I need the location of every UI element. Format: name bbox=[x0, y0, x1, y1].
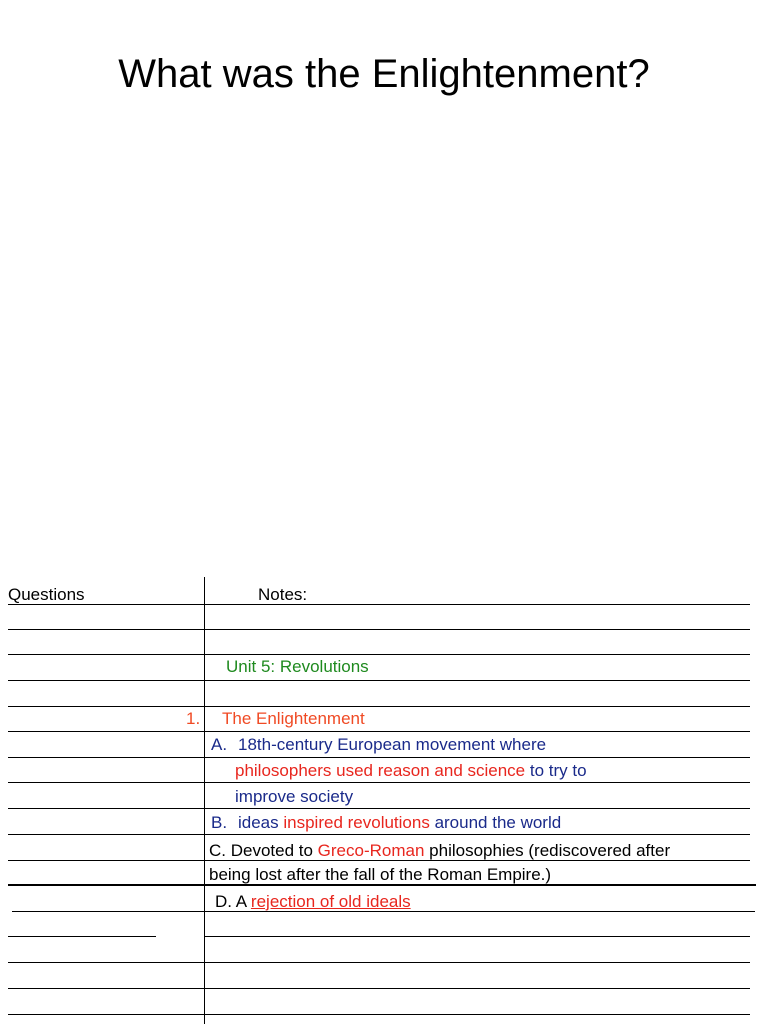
point-b-line bbox=[238, 812, 561, 834]
question-line bbox=[8, 680, 204, 681]
notes-line bbox=[205, 936, 750, 937]
notes-line bbox=[205, 706, 750, 707]
page-title: What was the Enlightenment? bbox=[118, 52, 650, 96]
question-line bbox=[8, 757, 204, 758]
point-a-line-2 bbox=[235, 760, 587, 782]
point-b-label: B. bbox=[211, 813, 228, 832]
notes-line bbox=[205, 654, 750, 655]
question-line bbox=[8, 629, 204, 630]
notes-line bbox=[205, 757, 750, 758]
point-a-line-3: improve society bbox=[235, 787, 354, 806]
notes-line bbox=[205, 808, 750, 809]
point-a-label: A. bbox=[211, 735, 228, 754]
point-c-text: philosophies (rediscovered after bbox=[424, 841, 671, 860]
question-line bbox=[8, 706, 204, 707]
question-line bbox=[8, 654, 204, 655]
notes-header: Notes: bbox=[258, 585, 308, 604]
section-heading: The Enlightenment bbox=[222, 709, 365, 728]
notes-line bbox=[205, 731, 750, 732]
notes-line bbox=[205, 680, 750, 681]
point-a-highlight: philosophers used reason and science bbox=[235, 761, 526, 780]
point-c-line-1 bbox=[209, 840, 670, 862]
question-line bbox=[8, 782, 204, 783]
question-line bbox=[8, 860, 204, 861]
notes-line bbox=[205, 834, 750, 835]
point-c-text: C. Devoted to bbox=[209, 841, 318, 860]
question-line bbox=[8, 731, 204, 732]
notes-line bbox=[205, 988, 750, 989]
question-line bbox=[8, 988, 204, 989]
point-d-highlight: rejection of old ideals bbox=[250, 892, 411, 911]
notes-line bbox=[205, 1014, 750, 1015]
column-divider bbox=[204, 577, 205, 1024]
question-line bbox=[12, 911, 204, 912]
question-line bbox=[8, 808, 204, 809]
point-a-text: to try to bbox=[525, 761, 587, 780]
question-line bbox=[8, 834, 204, 835]
point-d-text: D. A bbox=[215, 892, 251, 911]
unit-heading: Unit 5: Revolutions bbox=[226, 657, 369, 676]
notes-line bbox=[205, 962, 750, 963]
point-b-highlight: inspired revolutions bbox=[283, 813, 430, 832]
questions-header: Questions bbox=[8, 585, 85, 604]
point-d-line bbox=[215, 891, 411, 913]
point-b-text: around the world bbox=[429, 813, 562, 832]
section-number: 1. bbox=[186, 709, 201, 728]
notes-line bbox=[205, 629, 750, 630]
point-a-text: 18th-century European movement where bbox=[238, 735, 547, 754]
point-b-text: ideas bbox=[238, 813, 284, 832]
question-line bbox=[8, 962, 204, 963]
question-line bbox=[8, 936, 156, 937]
notes-line bbox=[205, 782, 750, 783]
point-c-highlight: Greco-Roman bbox=[317, 841, 425, 860]
point-c-line-2: being lost after the fall of the Roman Empire.) bbox=[209, 865, 552, 884]
question-line bbox=[8, 1014, 204, 1015]
